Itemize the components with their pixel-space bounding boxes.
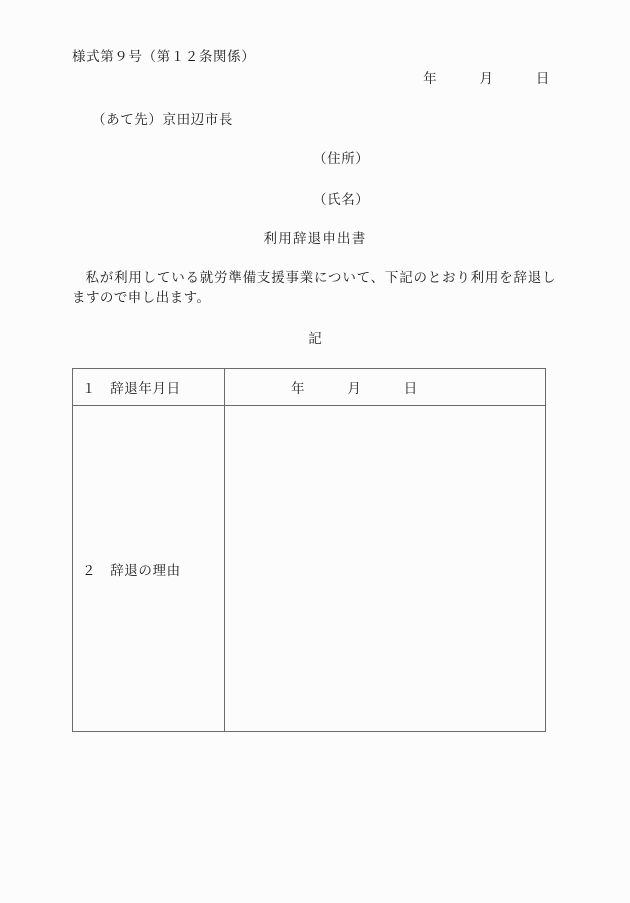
table-cell-value-withdrawal-reason[interactable] xyxy=(225,406,546,732)
withdrawal-reason-label: ２ 辞退の理由 xyxy=(82,562,181,578)
form-table xyxy=(72,368,546,732)
addressee-line: （あて先）京田辺市長 xyxy=(92,112,233,127)
form-number: 様式第９号（第１２条関係） xyxy=(72,49,256,64)
table-cell-value-withdrawal-date[interactable] xyxy=(225,369,546,406)
table-row xyxy=(73,369,546,406)
table-cell-label-withdrawal-date xyxy=(73,369,225,406)
document-date-line: 年 月 日 xyxy=(423,71,550,86)
ki-marker: 記 xyxy=(308,331,322,346)
withdrawal-date-label: １ 辞退年月日 xyxy=(82,381,181,396)
withdrawal-date-input[interactable]: 年 月 日 xyxy=(291,381,418,396)
table-cell-label-withdrawal-reason xyxy=(73,406,225,732)
body-paragraph: 私が利用している就労準備支援事業について、下記のとおり利用を辞退しますので申し出ます。 xyxy=(72,270,556,305)
applicant-address-field: （住所） xyxy=(313,151,370,166)
table-row xyxy=(73,406,546,732)
page-title: 利用辞退申出書 xyxy=(263,231,367,246)
applicant-name-field: （氏名） xyxy=(313,192,370,207)
